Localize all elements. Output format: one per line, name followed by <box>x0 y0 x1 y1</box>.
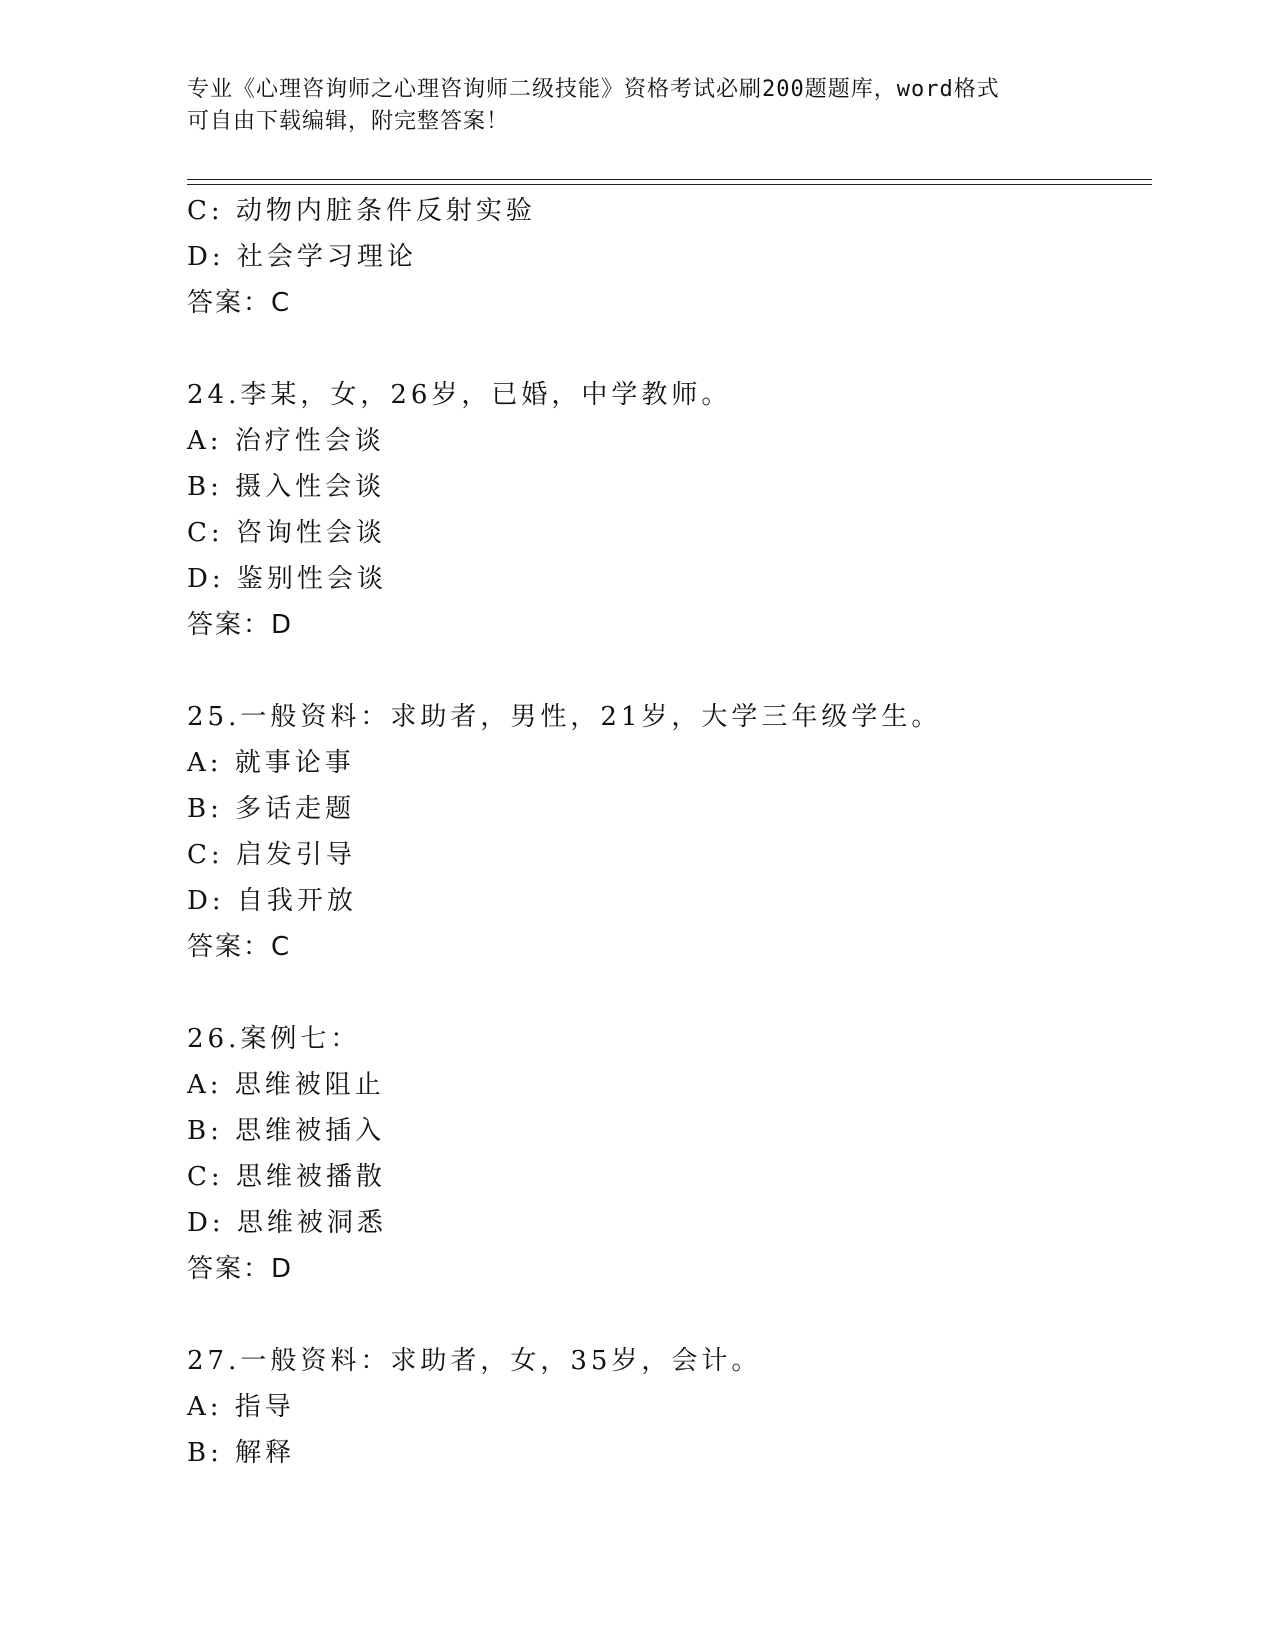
question-stem: 25.一般资料：求助者，男性，21岁，大学三年级学生。 <box>187 702 942 732</box>
option-b: B: 摄入性会谈 <box>187 472 386 502</box>
answer-text: 答案：C <box>187 932 292 962</box>
option-a: A: 指导 <box>187 1392 295 1422</box>
spacer <box>187 1292 1147 1338</box>
header-line-2: 可自由下载编辑，附完整答案！ <box>187 109 510 134</box>
option-b: B: 多话走题 <box>187 794 356 824</box>
header-line-1: 专业《心理咨询师之心理咨询师二级技能》资格考试必刷200题题库，word格式 <box>187 77 1000 102</box>
option-c: C: 思维被播散 <box>187 1162 386 1192</box>
spacer <box>187 326 1147 372</box>
question-stem: 24.李某，女，26岁，已婚，中学教师。 <box>187 380 732 410</box>
option-d: D: 自我开放 <box>187 886 357 916</box>
spacer <box>187 648 1147 694</box>
option-c: C: 启发引导 <box>187 840 356 870</box>
option-b: B: 思维被插入 <box>187 1116 386 1146</box>
header-rule-bottom <box>187 184 1152 185</box>
option-d: D: 思维被洞悉 <box>187 1208 387 1238</box>
question-list <box>187 188 1147 1476</box>
option-d: D: 鉴别性会谈 <box>187 564 387 594</box>
option-a: A: 思维被阻止 <box>187 1070 385 1100</box>
question-stem: 26.案例七： <box>187 1024 361 1054</box>
question-stem: 27.一般资料：求助者，女，35岁，会计。 <box>187 1346 762 1376</box>
option-a: A: 治疗性会谈 <box>187 426 385 456</box>
answer-text: 答案：C <box>187 288 292 318</box>
spacer <box>187 970 1147 1016</box>
option-d: D: 社会学习理论 <box>187 242 417 272</box>
document-header <box>187 74 1087 138</box>
answer-text: 答案：D <box>187 610 294 640</box>
option-c: C: 咨询性会谈 <box>187 518 386 548</box>
option-a: A: 就事论事 <box>187 748 355 778</box>
option-b: B: 解释 <box>187 1438 296 1468</box>
answer-text: 答案：D <box>187 1254 294 1284</box>
header-rule-top <box>187 179 1152 180</box>
option-c: C: 动物内脏条件反射实验 <box>187 196 536 226</box>
